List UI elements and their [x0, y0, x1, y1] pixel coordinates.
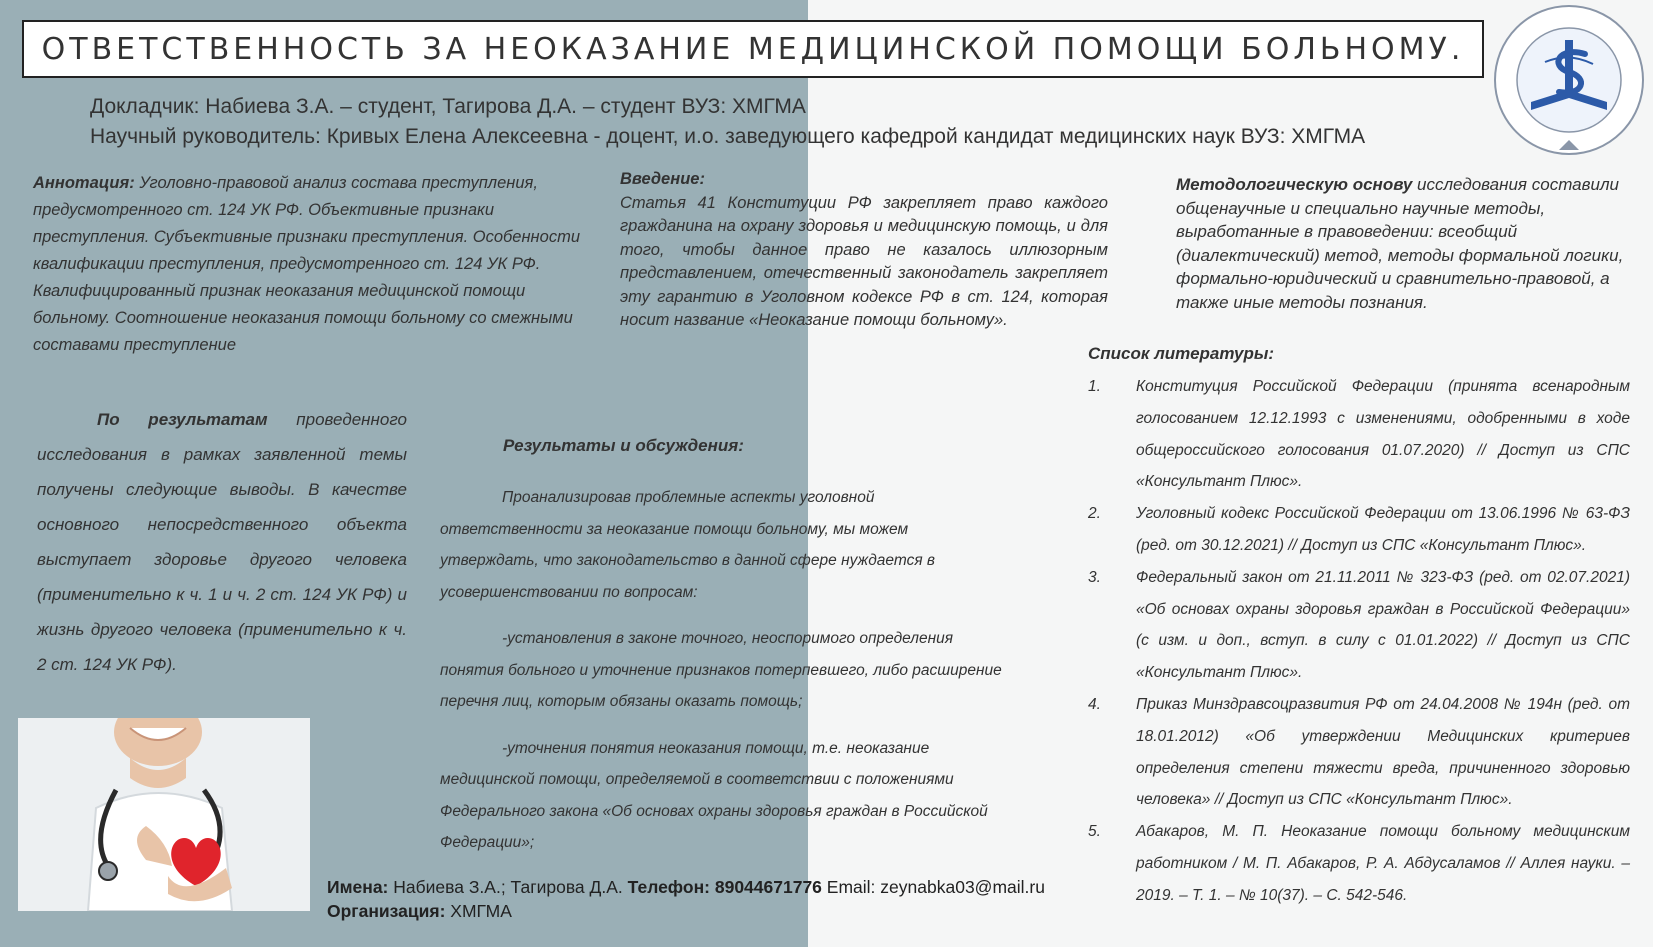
conclusion-text: проведенного исследования в рамках заявленной темы получены следующие выводы. В качестве основного непосредственного объекта выступает здоровье другого человека (применительно к ч. 1 и ч. 2 ст. 124 УК РФ) и жизнь другого человека (применительно к ч. 2 ст. 124 УК РФ).: [37, 410, 407, 674]
introduction-section: [620, 168, 1108, 333]
references-heading: Список литературы:: [1088, 344, 1275, 363]
reference-item: [1088, 498, 1630, 562]
results-paragraph: -установления в законе точного, неоспоримого определения понятия больного и уточнение признаков потерпевшего, либо расширение перечня лиц, которым обязаны оказать помощь;: [440, 630, 1002, 710]
doctor-photo: [18, 718, 310, 911]
reference-item: [1088, 816, 1630, 911]
reference-number: 2.: [1088, 505, 1101, 523]
names-label: Имена:: [327, 877, 389, 897]
contacts-line-1: [327, 875, 1045, 899]
reference-number: 5.: [1088, 823, 1101, 841]
reference-text: Федеральный закон от 21.11.2011 № 323-ФЗ (ред. от 02.07.2021) «Об основах охраны здоровья граждан в Российской Федерации» (с изм. и доп., вступ. в силу с 01.01.2022) // Доступ из СПС «Консультант Плюс».: [1136, 568, 1630, 682]
doctor-with-heart-icon: [18, 718, 310, 911]
annotation-label: Аннотация:: [33, 174, 135, 192]
results-paragraph: Проанализировав проблемные аспекты уголовной ответственности за неоказание помощи больному, мы можем утверждать, что законодательство в данной сфере нуждается в усовершенствовании по вопросам:: [440, 489, 936, 601]
academy-logo-icon: [1487, 2, 1651, 158]
phone-value: 89044671776: [714, 877, 822, 897]
title-banner: [22, 20, 1484, 78]
names-value: Набиева З.А.; Тагирова Д.А.: [393, 877, 623, 897]
methodology-label: Методологическую основу: [1176, 175, 1413, 194]
speaker-line: Докладчик: Набиева З.А. – студент, Тагирова Д.А. – студент ВУЗ: ХМГМА: [90, 95, 806, 118]
conclusion-lead: По результатам: [97, 410, 268, 429]
introduction-text: Статья 41 Конституции РФ закрепляет право каждого гражданина на охрану здоровья и медицинскую помощь, и для того, чтобы данное право не казалось иллюзорным представлением, отечественный законодатель закрепляет эту гарантию в Уголовном кодексе РФ в ст. 124, которая носит название «Неоказание помощи больному».: [620, 193, 1108, 329]
phone-label: Телефон:: [627, 877, 710, 897]
speakers-block: [90, 92, 1365, 152]
annotation-section: [33, 170, 591, 359]
reference-text: Уголовный кодекс Российской Федерации от 13.06.1996 № 63-ФЗ (ред. от 30.12.2021) // Доступ из СПС «Консультант Плюс».: [1136, 505, 1630, 554]
references-list: [1088, 371, 1630, 912]
contacts-line-2: [327, 899, 1045, 923]
reference-text: Абакаров, М. П. Неоказание помощи больному медицинским работником / М. П. Абакаров, Р. А. Абдусаламов // Аллея науки. – 2019. – Т. 1. – № 10(37). – С. 542-546.: [1136, 823, 1630, 904]
reference-item: [1088, 689, 1630, 816]
reference-text: Приказ Минздравсоцразвития РФ от 24.04.2008 № 194н (ред. от 18.01.2012) «Об утверждении Медицинских критериев определения степени тяжести вреда, причиненного здоровью человека» // Доступ из СПС «Консультант Плюс».: [1136, 695, 1630, 809]
email-label: Email:: [826, 877, 876, 897]
reference-item: [1088, 562, 1630, 689]
reference-item: [1088, 371, 1630, 498]
conclusion-section: [37, 402, 407, 682]
supervisor-line: Научный руководитель: Кривых Елена Алексеевна - доцент, и.о. заведующего кафедрой кандидат медицинских наук ВУЗ: ХМГМА: [90, 125, 1366, 148]
reference-text: Конституция Российской Федерации (принята всенародным голосованием 12.12.1993 с изменениями, одобренными в ходе общероссийского голосования 01.07.2020) // Доступ из СПС «Консультант Плюс».: [1136, 378, 1630, 491]
methodology-text: исследования составили общенаучные и специально научные методы, выработанные в правоведении: всеобщий (диалектический) метод, методы формальной логики, формально-юридический и сравнительно-правовой, а также иные методы познания.: [1176, 175, 1624, 312]
contacts-block: [327, 875, 1045, 923]
results-heading: Результаты и обсуждения:: [503, 436, 744, 455]
email-value[interactable]: zeynabka03@mail.ru: [880, 877, 1045, 897]
annotation-text: Уголовно-правовой анализ состава преступления, предусмотренного ст. 124 УК РФ. Объективные признаки преступления. Субъективные признаки преступления. Особенности квалификации преступления, предусмотренного ст. 124 УК РФ. Квалифицированный признак неоказания медицинской помощи больному. Соотношение неоказания помощи больному со смежными составами преступление: [33, 174, 580, 354]
results-section: [440, 482, 1010, 874]
introduction-label: Введение:: [620, 170, 705, 188]
reference-number: 4.: [1088, 695, 1101, 713]
results-paragraph: -уточнения понятия неоказания помощи, т.е. неоказание медицинской помощи, определяемой в соответствии с положениями Федерального закона «Об основах охраны здоровья граждан в Российской Федерации»;: [440, 739, 988, 851]
methodology-section: [1176, 173, 1634, 314]
reference-number: 3.: [1088, 568, 1101, 586]
reference-number: 1.: [1088, 378, 1101, 395]
organization-label: Организация:: [327, 901, 446, 921]
page-title: ОТВЕТСТВЕННОСТЬ ЗА НЕОКАЗАНИЕ МЕДИЦИНСКОЙ ПОМОЩИ БОЛЬНОМУ.: [41, 31, 1465, 67]
organization-value: ХМГМА: [450, 901, 512, 921]
